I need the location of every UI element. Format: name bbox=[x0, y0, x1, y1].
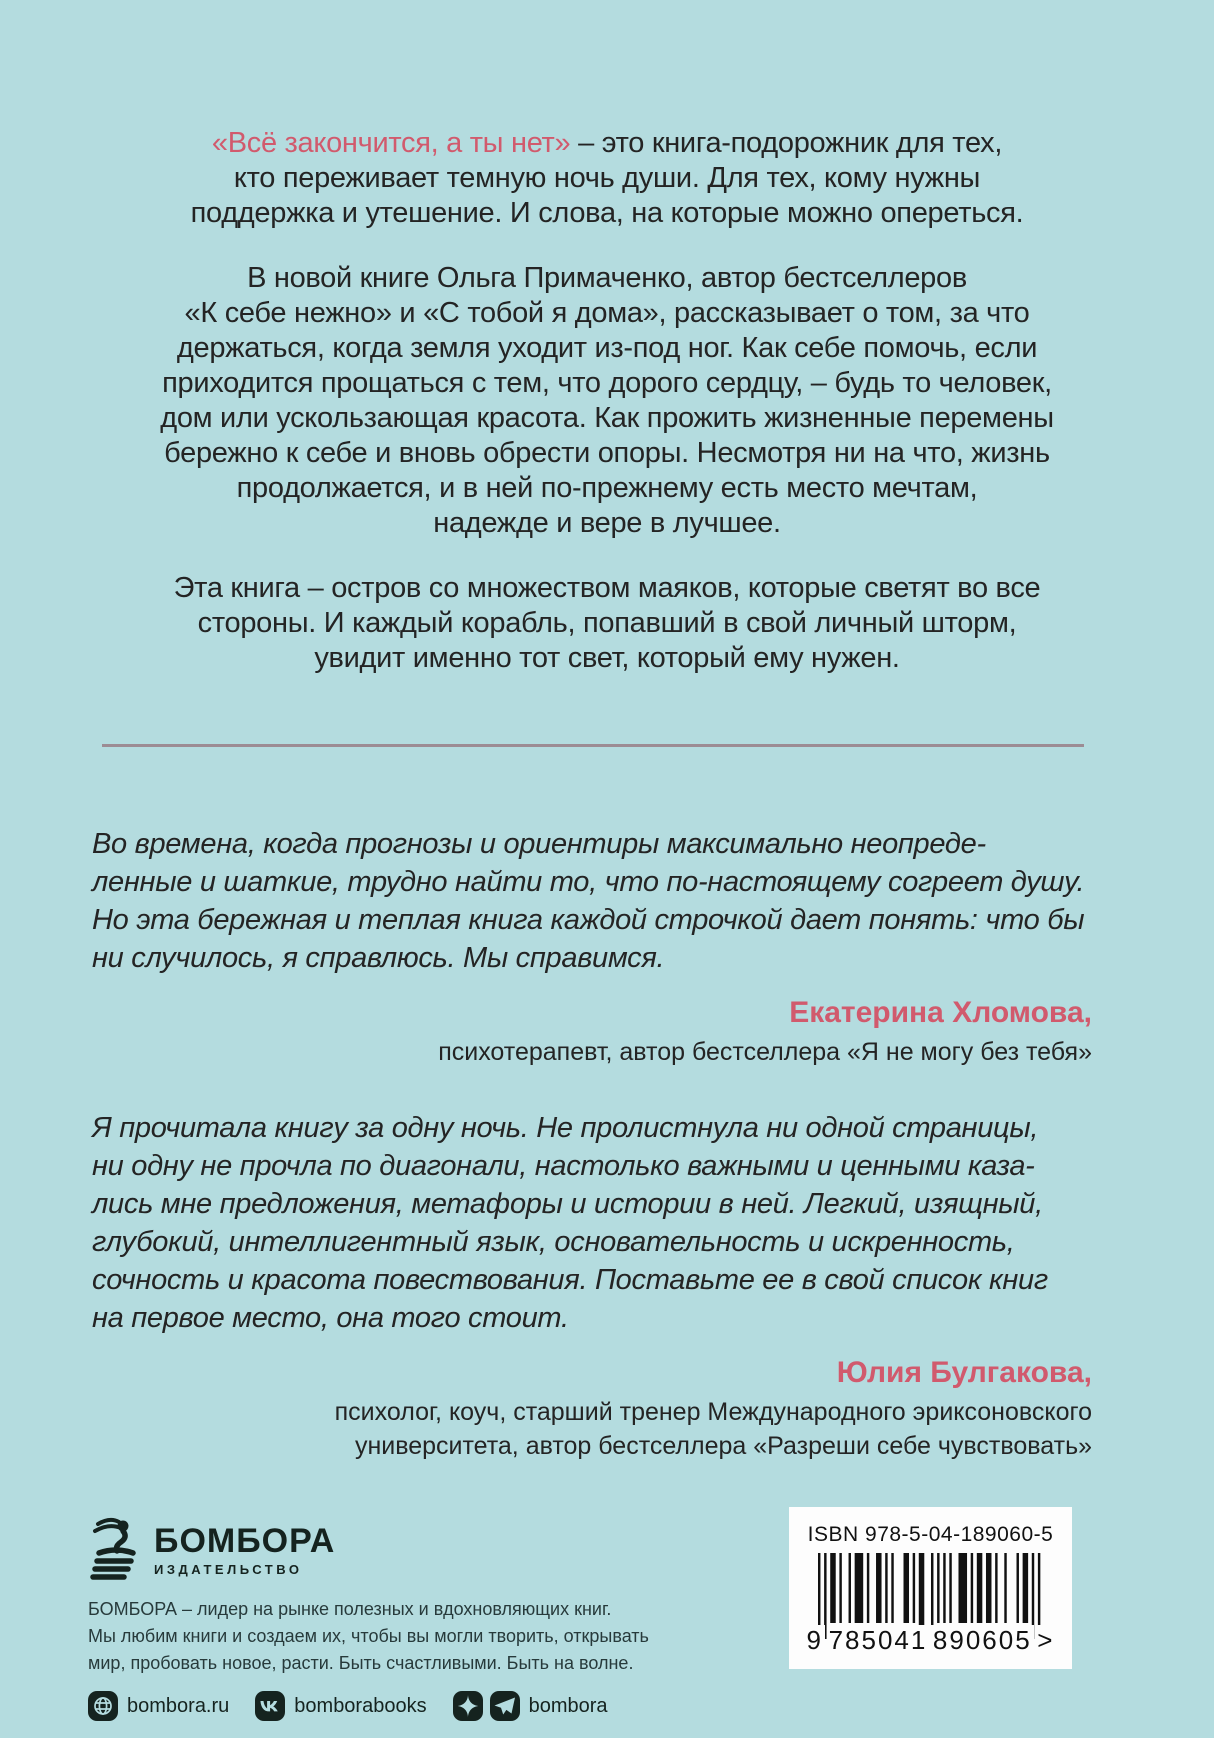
text-line: ни случилось, я справлюсь. Мы справимся. bbox=[92, 942, 665, 974]
intro-after-title: – это книга-подорожник для тех, bbox=[570, 127, 1003, 159]
review-1-role bbox=[92, 1035, 1122, 1069]
paragraph-about-author bbox=[92, 261, 1122, 541]
book-title-highlight: «Всё закончится, а ты нет» bbox=[211, 127, 571, 159]
text-line: ни одну не прочла по диагонали, настолько важными и ценными каза- bbox=[92, 1150, 1035, 1182]
text-line: увидит именно тот свет, который ему нужен. bbox=[314, 642, 900, 674]
text-line: психолог, коуч, старший тренер Международного эриксоновского bbox=[334, 1398, 1092, 1426]
review-1-quote bbox=[92, 825, 1122, 977]
text-line: мир, пробовать новое, расти. Быть счастливыми. Быть на волне. bbox=[88, 1653, 634, 1673]
telegram-icon bbox=[490, 1691, 520, 1721]
text-line: психотерапевт, автор бестселлера «Я не могу без тебя» bbox=[438, 1038, 1092, 1066]
publisher-logo bbox=[88, 1516, 688, 1582]
divider-line bbox=[102, 744, 1084, 747]
isbn-number: ISBN 978-5-04-189060-5 bbox=[807, 1523, 1054, 1546]
text-line: Я прочитала книгу за одну ночь. Не пролистнула ни одной страницы, bbox=[92, 1112, 1039, 1144]
publisher-brand-subtitle: ИЗДАТЕЛЬСТВО bbox=[154, 1562, 303, 1577]
vk-icon bbox=[255, 1691, 285, 1721]
review-2-role bbox=[92, 1395, 1122, 1463]
text-line: ленные и шаткие, трудно найти то, что по-настоящему согреет душу. bbox=[92, 866, 1085, 898]
social-website bbox=[88, 1691, 229, 1721]
intro-first-line bbox=[92, 126, 1122, 161]
globe-icon bbox=[88, 1691, 118, 1721]
text-line: бережно к себе и вновь обрести опоры. Несмотря ни на что, жизнь bbox=[164, 437, 1050, 469]
text-line: надежде и вере в лучшее. bbox=[433, 507, 781, 539]
text-line: на первое место, она того стоит. bbox=[92, 1302, 569, 1334]
social-website-label: bombora.ru bbox=[127, 1694, 230, 1717]
text-line: БОМБОРА – лидер на рынке полезных и вдохновляющих книг. bbox=[88, 1599, 612, 1619]
text-line: продолжается, и в ней по-прежнему есть место мечтам, bbox=[236, 472, 978, 504]
publisher-logo-text bbox=[154, 1516, 335, 1577]
text-line: дом или ускользающая красота. Как прожить жизненные перемены bbox=[160, 402, 1054, 434]
publisher-about-text bbox=[88, 1596, 688, 1677]
barcode-digits bbox=[805, 1625, 1057, 1656]
text-line: Во времена, когда прогнозы и ориентиры максимально неопреде- bbox=[92, 828, 986, 860]
barcode-arrow: > bbox=[1037, 1625, 1055, 1655]
bombora-surfer-icon bbox=[88, 1516, 140, 1582]
publisher-block bbox=[88, 1516, 688, 1721]
text-line: Мы любим книги и создаем их, чтобы вы могли творить, открывать bbox=[88, 1626, 649, 1646]
social-vk-label: bomborabooks bbox=[294, 1694, 427, 1717]
barcode-panel bbox=[789, 1507, 1072, 1669]
paragraph-island bbox=[92, 571, 1122, 676]
review-1-author: Екатерина Хломова, bbox=[789, 996, 1092, 1029]
text-line: В новой книге Ольга Примаченко, автор бестселлеров bbox=[247, 262, 967, 294]
review-2-author: Юлия Булгакова, bbox=[836, 1356, 1092, 1389]
text-line: университета, автор бестселлера «Разреши себе чувствовать» bbox=[354, 1432, 1092, 1460]
publisher-brand-name: БОМБОРА bbox=[154, 1522, 336, 1560]
paragraph-intro bbox=[92, 126, 1122, 231]
text-line: лись мне предложения, метафоры и истории в ней. Легкий, изящный, bbox=[92, 1188, 1043, 1220]
zen-icon bbox=[453, 1691, 483, 1721]
text-line: глубокий, интеллигентный язык, основательность и искренность, bbox=[92, 1226, 1015, 1258]
barcode-digit-group2: 890605 bbox=[932, 1625, 1032, 1655]
text-line: «К себе нежно» и «С тобой я дома», рассказывает о том, за что bbox=[184, 297, 1030, 329]
text-line: поддержка и утешение. И слова, на которые можно опереться. bbox=[190, 197, 1024, 229]
text-line: приходится прощаться с тем, что дорого сердцу, – будь то человек, bbox=[162, 367, 1052, 399]
text-line: Но эта бережная и теплая книга каждой строчкой дает понять: что бы bbox=[92, 904, 1085, 936]
text-line: держаться, когда земля уходит из-под ног. Как себе помочь, если bbox=[176, 332, 1038, 364]
social-vk bbox=[255, 1691, 426, 1721]
social-telegram-label: bombora bbox=[528, 1694, 608, 1717]
text-line: Эта книга – остров со множеством маяков, которые светят во все bbox=[173, 572, 1041, 604]
barcode-digit-lead: 9 bbox=[806, 1625, 823, 1655]
publisher-social-row bbox=[88, 1691, 688, 1721]
review-2-quote bbox=[92, 1109, 1122, 1337]
text-line: кто переживает темную ночь души. Для тех, кому нужны bbox=[233, 162, 981, 194]
barcode-digit-group1: 785041 bbox=[828, 1625, 928, 1655]
social-zen-telegram bbox=[453, 1691, 608, 1721]
text-line: стороны. И каждый корабль, попавший в свой личный шторм, bbox=[197, 607, 1017, 639]
text-line: сочность и красота повествования. Поставьте ее в свой список книг bbox=[92, 1264, 1048, 1296]
